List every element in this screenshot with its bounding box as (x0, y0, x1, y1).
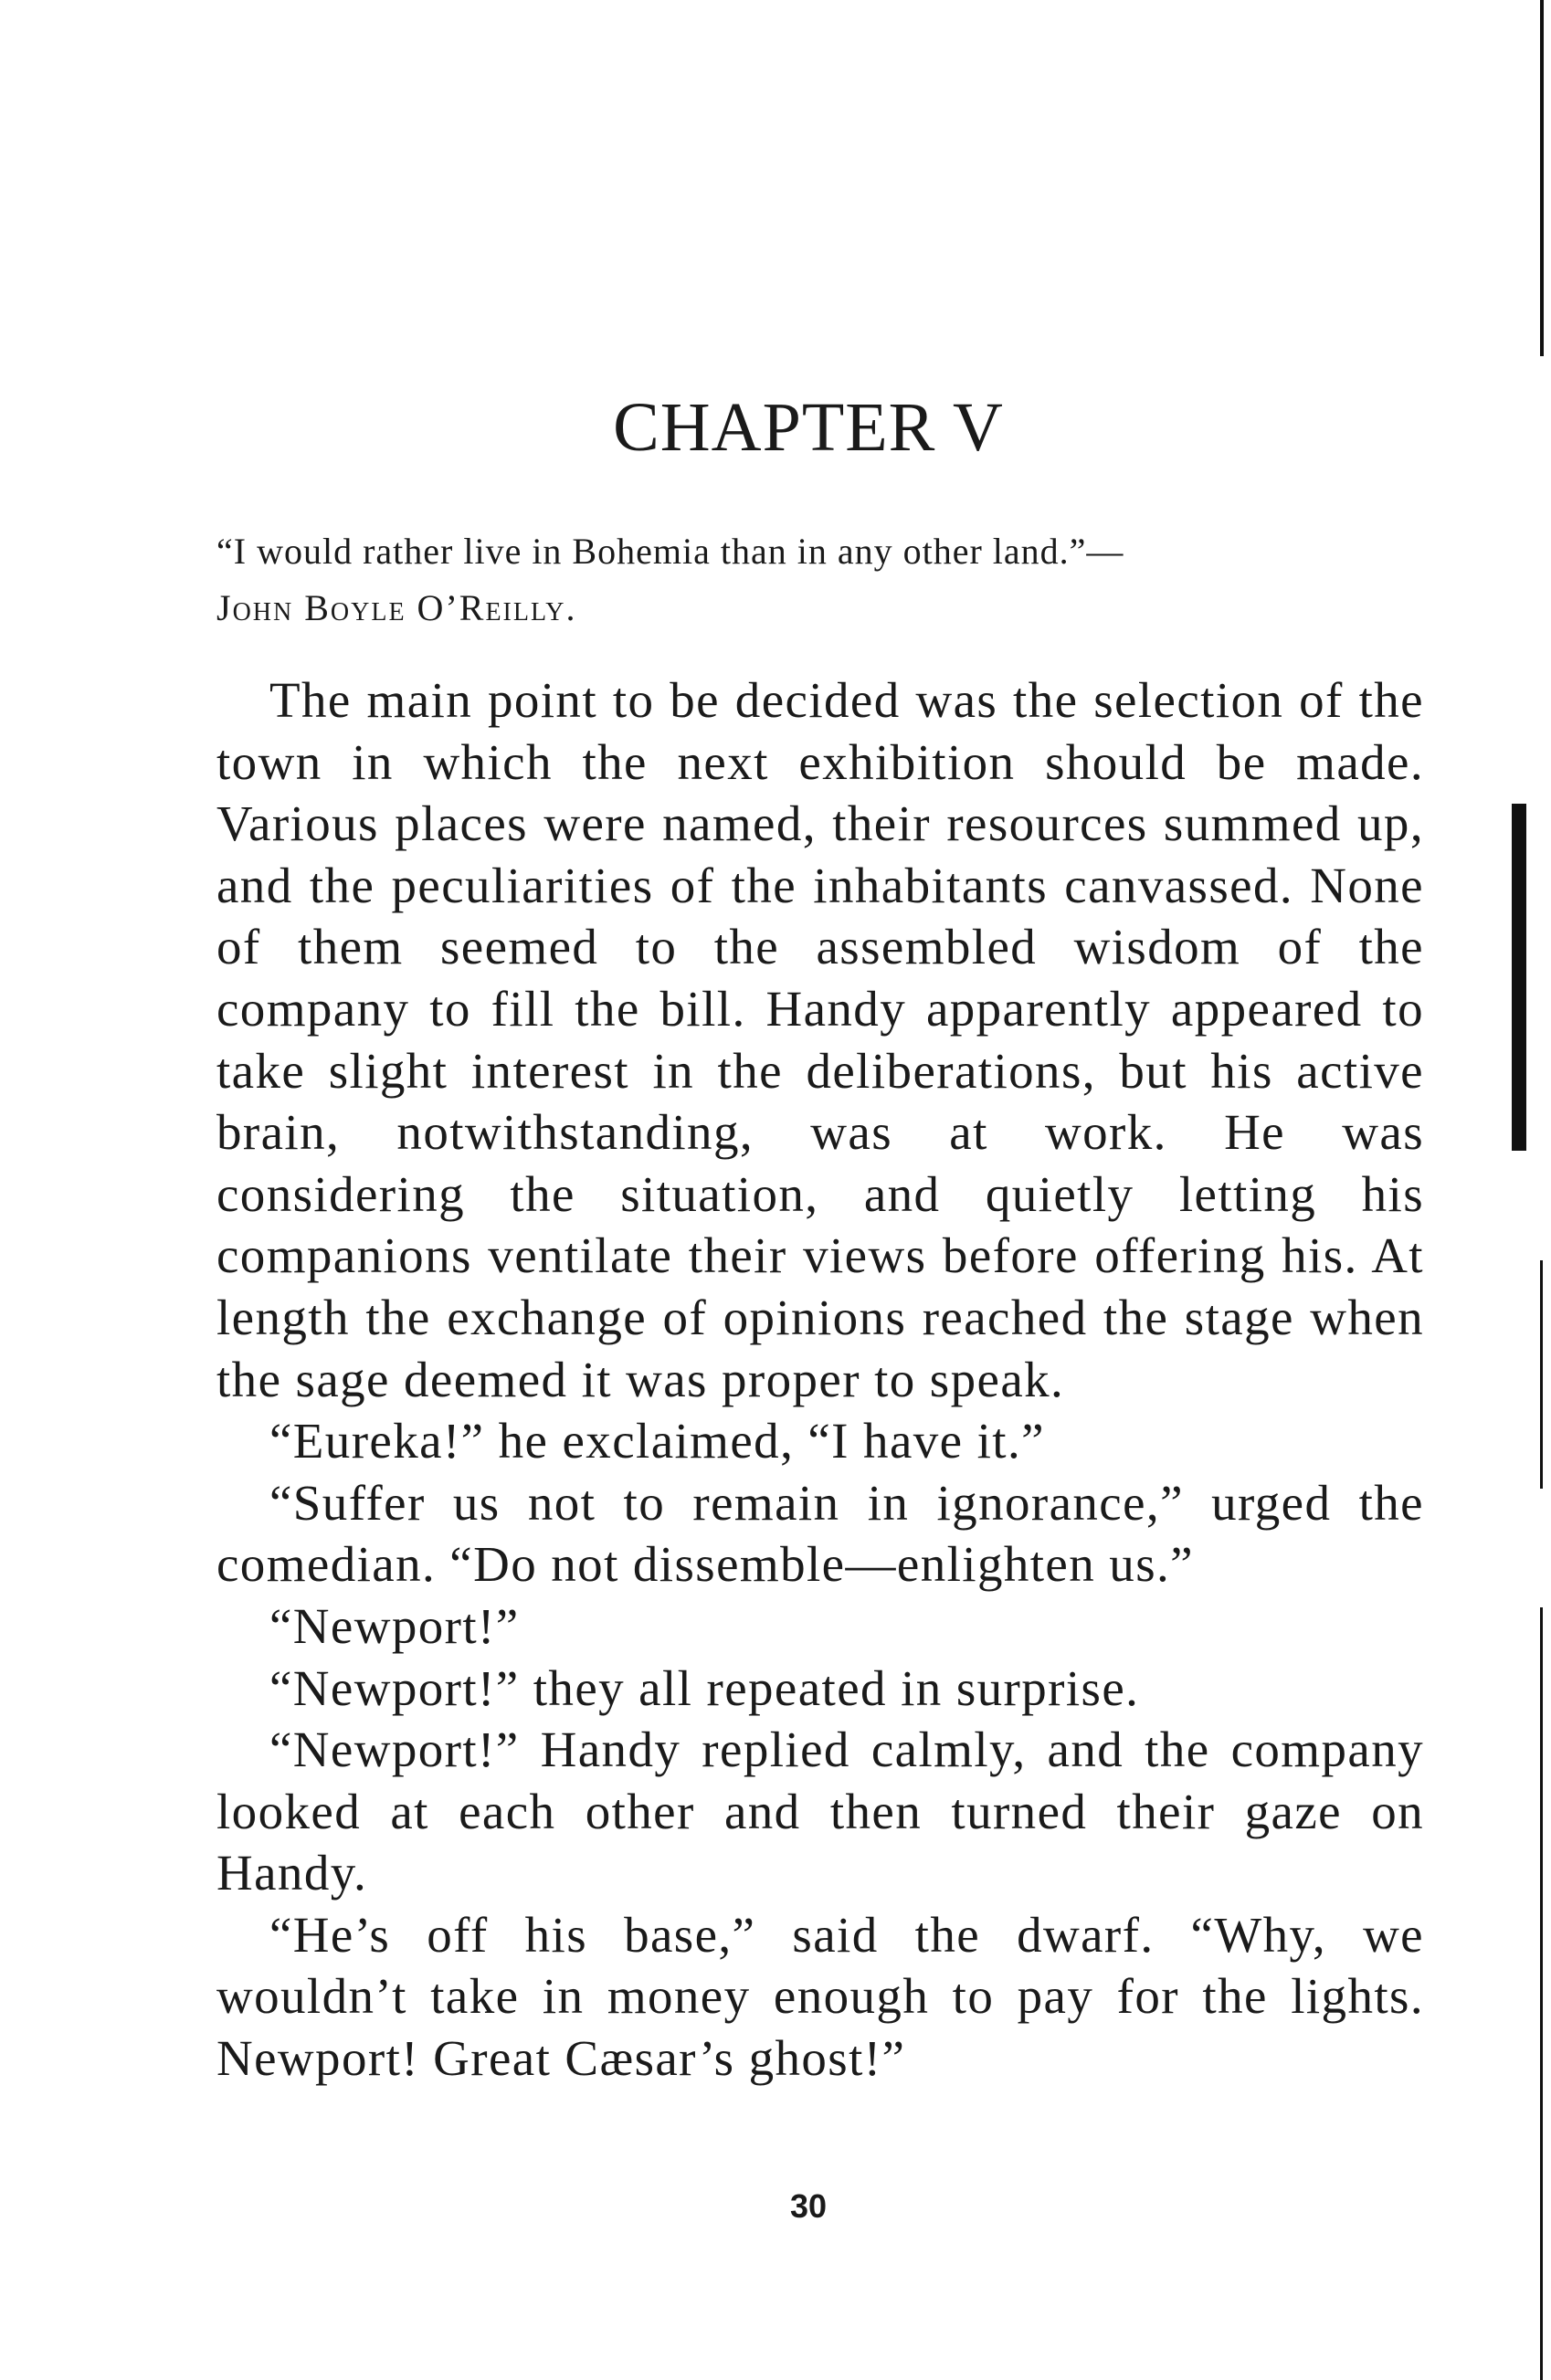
epigraph (216, 523, 1422, 637)
scan-edge-artifact (1540, 1260, 1543, 1489)
paragraph: “He’s off his base,” said the dwarf. “Why, we wouldn’t take in money enough to pay for the lights. Newport! Great Cæsar’s ghost!” (216, 1906, 1424, 2087)
paragraph: “Eureka!” he exclaimed, “I have it.” (269, 1413, 1045, 1469)
epigraph-attribution: John Boyle O’Reilly. (216, 587, 577, 628)
scan-edge-artifact (1540, 0, 1544, 356)
chapter-title: CHAPTER V (613, 389, 1004, 466)
paragraph: “Newport!” Handy replied calmly, and the company looked at each other and then turned their gaze on Handy. (216, 1722, 1424, 1901)
epigraph-quote: “I would rather live in Bohemia than in any other land.”— (216, 531, 1124, 572)
paragraph: “Newport!” (269, 1597, 520, 1654)
scan-edge-artifact (1540, 1607, 1543, 2380)
page-number: 30 (789, 2187, 828, 2225)
body-text (216, 669, 1424, 2090)
paragraph: “Suffer us not to remain in ignorance,” urged the comedian. “Do not dissemble—enlighten us.” (216, 1474, 1424, 1593)
paragraph: The main point to be decided was the selection of the town in which the next exhibition should be made. Various places were named, their resources summed up, and the peculiarities of the inhabitants canvassed. None of them seemed to the assembled wisdom of the company to fill the bill. Handy apparently appeared to take slight interest in the deliberations, but his active brain, notwithstanding, was at work. He was considering the situation, and quietly letting his companions ventilate their views before offering his. At length the exchange of opinions reached the stage when the sage deemed it was proper to speak. (216, 672, 1424, 1407)
paragraph: “Newport!” they all repeated in surprise. (269, 1659, 1140, 1716)
scan-edge-artifact (1512, 804, 1526, 1151)
